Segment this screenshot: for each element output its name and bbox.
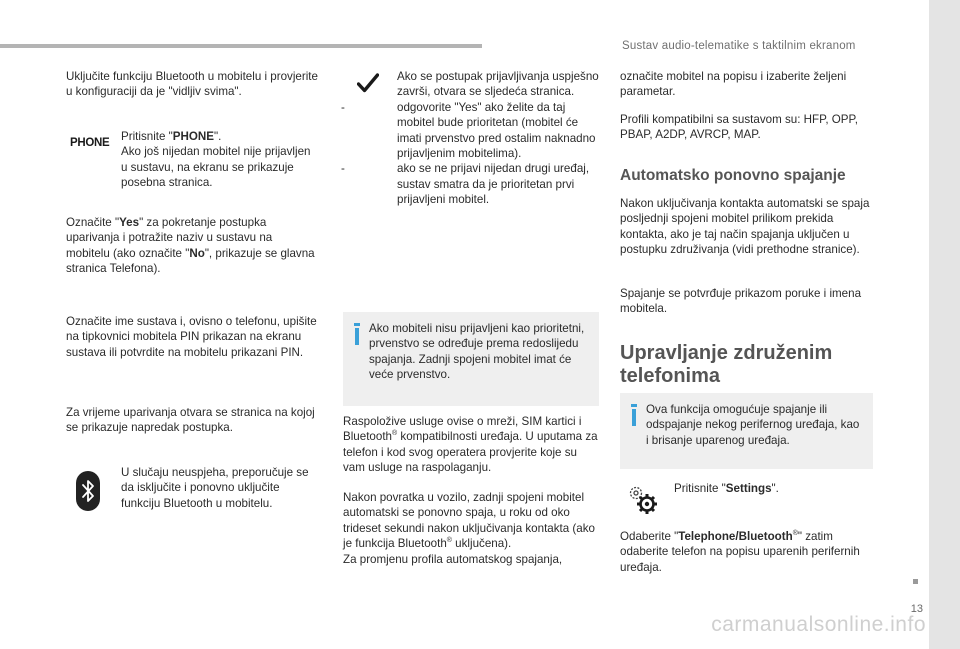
watermark: carmanualsonline.info (711, 613, 926, 636)
phone-press-bold: PHONE (172, 130, 215, 143)
bluetooth-failure-note: U slučaju neuspjeha, preporučuje se da isključite i ponovno uključite funkciju Bluetooth u mobitelu. (121, 466, 309, 510)
list-item-text: odgovorite "Yes" ako želite da taj mobitel bude prioritetan (mobitel će imati prvenstvo pred ostalim naknadno prijavljenim mobitelima). (397, 100, 596, 161)
registered-mark: ® (392, 430, 398, 438)
list-item-text: ako se ne prijavi nijedan drugi uređaj, sustav smatra da je prioritetan prvi prijavljeni mobitel. (397, 162, 590, 207)
info-icon (354, 323, 360, 345)
phone-icon: PHONE (70, 137, 110, 149)
settings-text-post: ". (771, 482, 779, 495)
select-text-b: " zatim odaberite telefon na popisu uparenih perifernih uređaja. (620, 530, 860, 574)
settings-instruction (674, 481, 874, 496)
list-dash: - (341, 100, 345, 114)
header-title: Sustav audio-telematike s taktilnim ekranom (622, 40, 856, 52)
settings-text-pre: Pritisnite " (674, 482, 726, 495)
info-icon (631, 404, 637, 426)
services-text-b: kompatibilnosti uređaja. U uputama za telefon i kod svog operatera provjerite koje su vam usluge na raspolaganju. (343, 430, 598, 475)
reconnect-text-c: Za promjenu profila automatskog spajanja, (343, 552, 563, 566)
success-intro: Ako se postupak prijavljivanja uspješno završi, otvara se sljedeća stranica. (397, 70, 599, 99)
parameter-paragraph: označite mobitel na popisu i izaberite željeni parametar. (620, 70, 847, 99)
priority-list (341, 100, 599, 208)
page-marker (913, 579, 918, 584)
pairing-paragraph (66, 215, 318, 277)
services-paragraph (343, 414, 599, 476)
page-number: 13 (910, 603, 923, 615)
page-edge-strip (929, 0, 960, 649)
reconnect-paragraph (343, 490, 599, 567)
pairing-text-c: ", prikazuje se glavna stranica Telefona). (66, 246, 315, 276)
registered-mark: ® (792, 530, 798, 538)
success-block (341, 69, 599, 208)
pairing-no: No (189, 246, 205, 260)
services-text-a: Raspoložive usluge ovise o mreži, SIM kartici i Bluetooth (343, 415, 582, 444)
check-icon (357, 73, 379, 93)
phone-press-end: ". (214, 130, 222, 143)
pairing-text-b: " za pokretanje postupka uparivanja i potražite naziv u sustavu na mobitelu (ako označite " (66, 216, 273, 260)
pairing-yes: Yes (119, 216, 140, 229)
bluetooth-icon (76, 471, 100, 511)
section-heading-auto-reconnect: Automatsko ponovno spajanje (620, 167, 846, 184)
phone-instruction (121, 129, 316, 191)
phone-description: Ako još nijedan mobitel nije prijavljen u sustavu, na ekranu se prikazuje posebna stranica. (121, 145, 311, 190)
section-heading-manage-phones: Upravljanje združenim telefonima (620, 342, 833, 387)
select-bold: Telephone/Bluetooth (678, 530, 793, 543)
intro-paragraph: Uključite funkciju Bluetooth u mobitelu i provjerite u konfiguraciji da je "vidljiv svima". (66, 70, 318, 99)
settings-bold: Settings (725, 482, 772, 495)
list-item (341, 100, 599, 162)
registered-mark: ® (446, 537, 452, 545)
pin-paragraph: Označite ime sustava i, ovisno o telefonu, upišite na tipkovnici mobitela PIN prikazan na ekranu sustava ili potvrdite na mobitelu prikazani PIN. (66, 315, 317, 359)
progress-paragraph: Za vrijeme uparivanja otvara se stranica na kojoj se prikazuje napredak postupka. (66, 406, 315, 435)
manage-info-note (620, 393, 873, 469)
gear-icon (624, 482, 660, 516)
confirmation-paragraph: Spajanje se potvrđuje prikazom poruke i imena mobitela. (620, 287, 862, 316)
pairing-text-a: Označite " (66, 216, 120, 229)
auto-reconnect-paragraph: Nakon uključivanja kontakta automatski se spaja posljednji spojeni mobitel prilikom prekida kontakta, ako je taj način spajanja uključen u postupku združivanja (vidi prethodne stranice). (620, 197, 870, 257)
list-dash: - (341, 162, 345, 176)
phone-press-text: Pritisnite " (121, 130, 173, 143)
header-rule (0, 44, 482, 48)
priority-info-note (343, 312, 599, 406)
profiles-paragraph: Profili kompatibilni sa sustavom su: HFP, OPP, PBAP, A2DP, AVRCP, MAP. (620, 113, 858, 142)
priority-note-text: Ako mobiteli nisu prijavljeni kao prioritetni, prvenstvo se određuje prema redoslijedu spajanja. Zadnji spojeni mobitel imat će veće prvenstvo. (369, 322, 585, 382)
list-item (341, 161, 599, 207)
manage-note-text: Ova funkcija omogućuje spajanje ili odspajanje nekog perifernog uređaja, kao i brisanje uparenog uređaja. (646, 403, 860, 447)
select-phone-paragraph (620, 529, 878, 575)
reconnect-text-a: Nakon povratka u vozilo, zadnji spojeni mobitel automatski se ponovno spaja, u roku od oko trideset sekundi nakon uključivanja kontakta (ako je funkcija Bluetooth (343, 491, 595, 551)
reconnect-text-b: uključena). (451, 537, 512, 551)
select-text-a: Odaberite " (620, 530, 679, 543)
